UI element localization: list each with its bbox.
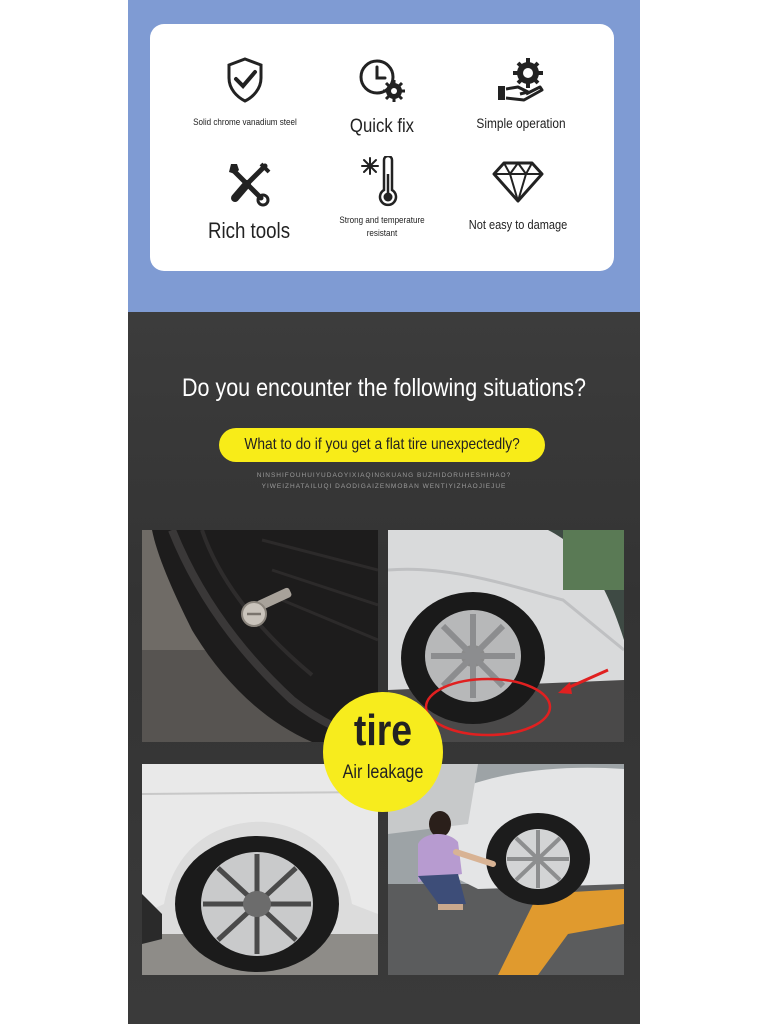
feature-label: Rich tools bbox=[207, 218, 291, 243]
feature-label: Simple operation bbox=[476, 116, 566, 131]
features-card bbox=[150, 24, 614, 271]
pinyin-line-2: YIWEIZHATAILUQI DAODIGAIZENMOBAN WENTIYIZHAOJIEJUE bbox=[261, 483, 507, 490]
feature-label: Solid chrome vanadium steel bbox=[193, 117, 297, 128]
feature-label-line2: resistant bbox=[366, 227, 398, 239]
wrench-screwdriver-icon bbox=[225, 160, 273, 208]
shield-check-icon bbox=[223, 56, 267, 104]
feature-simple-operation bbox=[446, 56, 596, 132]
thermometer-snowflake-icon bbox=[360, 156, 404, 208]
feature-steel bbox=[170, 56, 320, 129]
diamond-icon bbox=[491, 160, 545, 204]
feature-label-line1: Strong and temperature bbox=[339, 215, 425, 226]
situations-section bbox=[128, 312, 640, 1024]
clock-gear-icon bbox=[357, 56, 407, 106]
tire-air-leakage-badge bbox=[323, 692, 443, 812]
pinyin-line-1: NINSHIFOUHUIYUDAOYIXIAQINGKUANG BUZHIDORUHESHIHAO? bbox=[256, 472, 512, 479]
features-section bbox=[128, 0, 640, 312]
feature-label: Not easy to damage bbox=[468, 218, 568, 232]
hand-gear-icon bbox=[494, 56, 548, 104]
feature-label: Quick fix bbox=[349, 116, 415, 137]
feature-rich-tools bbox=[174, 160, 324, 243]
feature-quick-fix bbox=[307, 56, 457, 138]
flat-tire-highlight: What to do if you get a flat tire unexpectedly? bbox=[219, 428, 545, 462]
situations-headline: Do you encounter the following situations? bbox=[182, 374, 586, 402]
feature-durable bbox=[443, 160, 593, 232]
badge-title: tire bbox=[353, 706, 413, 755]
feature-temperature bbox=[307, 156, 457, 240]
badge-subtitle: Air leakage bbox=[342, 762, 424, 783]
